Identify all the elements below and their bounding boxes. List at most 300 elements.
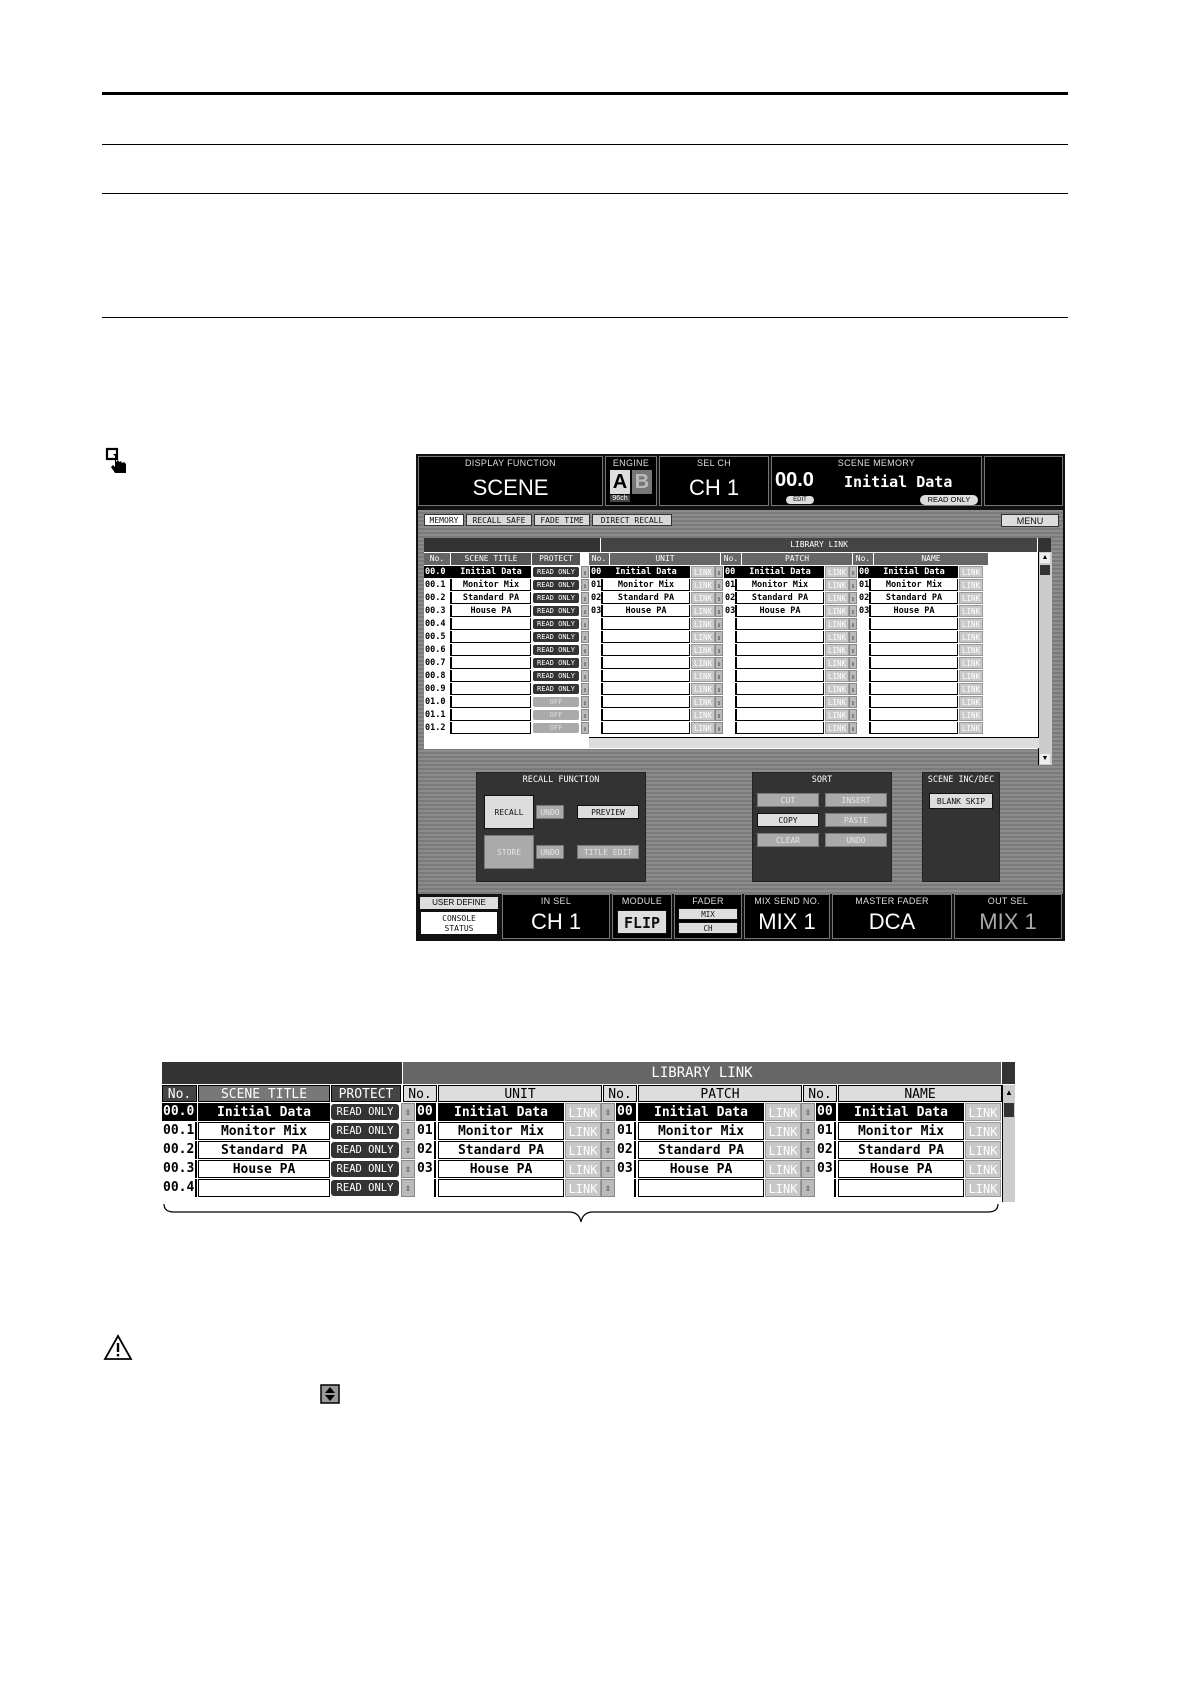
patch-link-button[interactable]: LINK — [825, 592, 849, 604]
unit-spin-button[interactable]: ⇕ — [581, 579, 589, 591]
patch-name-cell[interactable]: Monitor Mix — [736, 579, 824, 591]
clear-button[interactable]: CLEAR — [757, 833, 819, 847]
module-box — [612, 894, 672, 939]
preview-button[interactable]: PREVIEW — [577, 805, 639, 819]
zoom-patch-name-cell[interactable]: Monitor Mix — [638, 1122, 764, 1140]
table-row[interactable] — [424, 644, 1038, 656]
zoom-name-number-cell — [816, 1179, 836, 1197]
zoom-table-row[interactable] — [162, 1141, 1002, 1159]
zoom-patch-name-cell[interactable]: House PA — [638, 1160, 764, 1178]
patch-name-cell[interactable] — [736, 722, 824, 734]
zoomed-scene-table — [162, 1062, 1015, 1202]
name-spin-button[interactable]: ⇕ — [849, 644, 857, 656]
copy-button[interactable]: COPY — [757, 813, 819, 827]
zoom-left-header — [162, 1062, 402, 1084]
zoom-name-spin-button[interactable]: ⇕ — [801, 1103, 815, 1121]
zoom-unit-link-button[interactable]: LINK — [565, 1160, 601, 1178]
unit-spin-button[interactable]: ⇕ — [581, 722, 589, 734]
title-edit-button[interactable]: TITLE EDIT — [577, 845, 639, 859]
sort-undo-button[interactable]: UNDO — [825, 833, 887, 847]
engine-a-button[interactable]: A — [610, 470, 630, 494]
zoom-name-spin-button[interactable]: ⇕ — [801, 1141, 815, 1159]
zoom-unit-spin-button[interactable]: ⇕ — [401, 1103, 415, 1121]
name-name-cell[interactable]: Standard PA — [870, 592, 958, 604]
zoom-name-spin-button[interactable]: ⇕ — [801, 1160, 815, 1178]
zoom-patch-spin-button[interactable]: ⇕ — [601, 1160, 615, 1178]
patch-link-button[interactable]: LINK — [825, 709, 849, 721]
zoom-patch-spin-button[interactable]: ⇕ — [601, 1122, 615, 1140]
name-spin-button[interactable]: ⇕ — [849, 631, 857, 643]
table-row[interactable] — [424, 566, 1038, 578]
store-button[interactable]: STORE — [484, 835, 534, 869]
zoom-protect-toggle[interactable]: READ ONLY — [331, 1161, 399, 1177]
recall-undo-button[interactable]: UNDO — [536, 805, 564, 819]
unit-number-cell: 01 — [591, 580, 602, 590]
table-row[interactable] — [424, 657, 1038, 669]
zoom-table-row[interactable] — [162, 1160, 1002, 1178]
patch-name-cell[interactable] — [736, 696, 824, 708]
unit-spin-button[interactable]: ⇕ — [581, 631, 589, 643]
scene-title-cell[interactable] — [451, 709, 531, 721]
zoom-name-link-button[interactable]: LINK — [965, 1122, 1001, 1140]
name-name-cell[interactable] — [870, 696, 958, 708]
name-link-button[interactable]: LINK — [959, 592, 983, 604]
header-no: No. — [424, 553, 450, 565]
unit-number-cell: 00 — [591, 567, 602, 577]
zoom-patch-name-cell[interactable]: Standard PA — [638, 1141, 764, 1159]
protect-toggle[interactable]: READ ONLY — [533, 645, 579, 655]
zoom-unit-link-button[interactable]: LINK — [565, 1141, 601, 1159]
name-name-cell[interactable]: Monitor Mix — [870, 579, 958, 591]
fader-mix-button[interactable]: MIX — [678, 908, 738, 920]
name-link-button[interactable]: LINK — [959, 605, 983, 617]
protect-toggle[interactable]: READ ONLY — [533, 580, 579, 590]
name-link-button[interactable]: LINK — [959, 644, 983, 656]
zoom-unit-name-cell[interactable]: Monitor Mix — [438, 1122, 564, 1140]
unit-name-cell[interactable] — [602, 657, 690, 669]
patch-spin-button[interactable]: ⇕ — [715, 670, 723, 682]
zoom-unit-name-cell[interactable]: Initial Data — [438, 1103, 564, 1121]
patch-number-cell — [724, 618, 736, 630]
name-name-cell[interactable] — [870, 631, 958, 643]
table-row[interactable] — [424, 631, 1038, 643]
name-spin-button[interactable]: ⇕ — [849, 657, 857, 669]
zoom-scrollbar[interactable] — [1002, 1085, 1015, 1202]
unit-spin-button[interactable]: ⇕ — [581, 618, 589, 630]
patch-link-button[interactable]: LINK — [825, 644, 849, 656]
zoom-name-link-button[interactable]: LINK — [965, 1141, 1001, 1159]
scene-title-cell[interactable]: Standard PA — [451, 592, 531, 604]
unit-number-cell — [590, 709, 602, 721]
name-number-cell — [858, 670, 870, 682]
patch-name-cell[interactable] — [736, 631, 824, 643]
patch-spin-button[interactable]: ⇕ — [715, 566, 723, 578]
display-function-value: SCENE — [472, 475, 549, 500]
zoom-table-row[interactable] — [162, 1122, 1002, 1140]
patch-name-cell[interactable] — [736, 670, 824, 682]
protect-toggle[interactable]: READ ONLY — [533, 671, 579, 681]
zoom-protect-toggle[interactable]: READ ONLY — [331, 1104, 399, 1120]
zoom-patch-name-cell[interactable] — [638, 1179, 764, 1197]
name-spin-button[interactable]: ⇕ — [849, 722, 857, 734]
patch-spin-button[interactable]: ⇕ — [715, 683, 723, 695]
zoom-name-name-cell[interactable] — [838, 1179, 964, 1197]
name-link-button[interactable]: LINK — [959, 696, 983, 708]
unit-name-cell[interactable]: Initial Data — [602, 566, 690, 578]
patch-number-cell — [724, 644, 736, 656]
protect-toggle[interactable]: OFF — [533, 723, 579, 733]
flip-button[interactable]: FLIP — [617, 910, 667, 934]
protect-toggle[interactable]: OFF — [533, 697, 579, 707]
unit-link-button[interactable]: LINK — [691, 644, 715, 656]
zoom-scroll-thumb[interactable] — [1004, 1103, 1014, 1117]
zoom-patch-spin-button[interactable]: ⇕ — [601, 1103, 615, 1121]
patch-name-cell[interactable] — [736, 657, 824, 669]
scene-title-cell[interactable]: House PA — [451, 605, 531, 617]
unit-name-cell[interactable] — [602, 644, 690, 656]
tab-fade-time[interactable]: FADE TIME — [534, 514, 590, 526]
patch-spin-button[interactable]: ⇕ — [715, 631, 723, 643]
horizontal-scrollbar[interactable] — [589, 737, 1039, 748]
zoom-scene-number-cell: 00.2 — [162, 1141, 197, 1159]
zoom-patch-link-button[interactable]: LINK — [765, 1103, 801, 1121]
tab-direct-recall[interactable]: DIRECT RECALL — [592, 514, 672, 526]
patch-link-button[interactable]: LINK — [825, 722, 849, 734]
scene-memory-screen — [416, 454, 1065, 941]
scene-title-cell[interactable] — [451, 722, 531, 734]
unit-name-cell[interactable]: Standard PA — [602, 592, 690, 604]
table-row[interactable] — [424, 683, 1038, 695]
table-row[interactable] — [424, 618, 1038, 630]
protect-toggle[interactable]: READ ONLY — [533, 684, 579, 694]
name-spin-button[interactable]: ⇕ — [849, 618, 857, 630]
patch-number-cell: 00 — [725, 567, 736, 577]
unit-number-cell: 02 — [591, 593, 602, 603]
name-spin-button[interactable]: ⇕ — [849, 605, 857, 617]
scene-number-cell: 00.1 — [424, 579, 451, 591]
table-row[interactable] — [424, 696, 1038, 708]
zoom-scene-title-cell[interactable]: Initial Data — [198, 1103, 330, 1121]
zoom-unit-number-cell: 02 — [416, 1141, 436, 1159]
name-spin-button[interactable]: ⇕ — [849, 709, 857, 721]
zoom-patch-link-button[interactable]: LINK — [765, 1179, 801, 1197]
zoom-header-name: NAME — [838, 1085, 1002, 1102]
zoom-patch-link-button[interactable]: LINK — [765, 1122, 801, 1140]
table-row[interactable] — [424, 670, 1038, 682]
zoom-patch-link-button[interactable]: LINK — [765, 1141, 801, 1159]
zoom-unit-name-cell[interactable]: House PA — [438, 1160, 564, 1178]
name-name-cell[interactable] — [870, 657, 958, 669]
patch-number-cell — [724, 631, 736, 643]
patch-number-cell: 01 — [725, 580, 736, 590]
zoom-unit-spin-button[interactable]: ⇕ — [401, 1160, 415, 1178]
table-row[interactable] — [424, 579, 1038, 591]
tab-memory[interactable]: MEMORY — [424, 514, 464, 526]
patch-name-cell[interactable] — [736, 683, 824, 695]
name-link-button[interactable]: LINK — [959, 683, 983, 695]
zoom-name-number-cell: 00 — [816, 1103, 836, 1121]
name-link-button[interactable]: LINK — [959, 618, 983, 630]
scene-edit-badge: EDIT — [786, 496, 814, 504]
zoom-scene-title-cell[interactable]: Standard PA — [198, 1141, 330, 1159]
scene-title-cell[interactable] — [451, 683, 531, 695]
unit-link-button[interactable]: LINK — [691, 631, 715, 643]
scroll-up-arrow-icon[interactable]: ▲ — [1041, 554, 1049, 561]
name-spin-button[interactable]: ⇕ — [849, 592, 857, 604]
name-link-button[interactable]: LINK — [959, 579, 983, 591]
zoom-patch-number-cell: 03 — [616, 1160, 636, 1178]
protect-toggle[interactable]: OFF — [533, 710, 579, 720]
unit-name-cell[interactable] — [602, 683, 690, 695]
zoom-unit-number-cell: 01 — [416, 1122, 436, 1140]
name-spin-button[interactable]: ⇕ — [849, 579, 857, 591]
unit-spin-button[interactable]: ⇕ — [581, 657, 589, 669]
menu-button[interactable]: MENU — [1001, 514, 1059, 527]
zoom-unit-link-button[interactable]: LINK — [565, 1103, 601, 1121]
scene-title-cell[interactable] — [451, 618, 531, 630]
unit-spin-button[interactable]: ⇕ — [581, 605, 589, 617]
scene-title-cell[interactable] — [451, 644, 531, 656]
zoom-name-link-button[interactable]: LINK — [965, 1160, 1001, 1178]
scene-title-cell[interactable] — [451, 670, 531, 682]
zoom-protect-toggle[interactable]: READ ONLY — [331, 1180, 399, 1196]
zoom-name-name-cell[interactable]: Monitor Mix — [838, 1122, 964, 1140]
zoom-name-spin-button[interactable]: ⇕ — [801, 1122, 815, 1140]
zoom-patch-name-cell[interactable]: Initial Data — [638, 1103, 764, 1121]
zoom-patch-number-cell: 01 — [616, 1122, 636, 1140]
patch-name-cell[interactable]: House PA — [736, 605, 824, 617]
table-row[interactable] — [424, 709, 1038, 721]
unit-name-cell[interactable] — [602, 631, 690, 643]
table-row[interactable] — [424, 605, 1038, 617]
unit-link-button[interactable]: LINK — [691, 657, 715, 669]
unit-link-button[interactable]: LINK — [691, 579, 715, 591]
unit-name-cell[interactable]: House PA — [602, 605, 690, 617]
sel-ch-box — [659, 456, 769, 506]
patch-spin-button[interactable]: ⇕ — [715, 696, 723, 708]
zoom-name-name-cell[interactable]: Standard PA — [838, 1141, 964, 1159]
unit-link-button[interactable]: LINK — [691, 618, 715, 630]
zoom-name-name-cell[interactable]: Initial Data — [838, 1103, 964, 1121]
unit-name-cell[interactable] — [602, 618, 690, 630]
zoom-patch-spin-button[interactable]: ⇕ — [601, 1141, 615, 1159]
cut-button[interactable]: CUT — [757, 793, 819, 807]
protect-toggle[interactable]: READ ONLY — [533, 658, 579, 668]
blank-skip-button[interactable]: BLANK SKIP — [929, 793, 993, 809]
sel-ch-label: SEL CH — [697, 458, 731, 468]
rule-2 — [102, 144, 1068, 145]
zoom-unit-name-cell[interactable] — [438, 1179, 564, 1197]
name-number-cell — [858, 644, 870, 656]
scroll-thumb[interactable] — [1040, 565, 1050, 575]
unit-spin-button[interactable]: ⇕ — [581, 670, 589, 682]
patch-link-button[interactable]: LINK — [825, 631, 849, 643]
warning-icon — [103, 1334, 133, 1362]
patch-spin-button[interactable]: ⇕ — [715, 592, 723, 604]
name-link-button[interactable]: LINK — [959, 722, 983, 734]
unit-link-button[interactable]: LINK — [691, 683, 715, 695]
name-name-cell[interactable] — [870, 683, 958, 695]
unit-spin-button[interactable]: ⇕ — [581, 683, 589, 695]
unit-link-button[interactable]: LINK — [691, 709, 715, 721]
insert-button[interactable]: INSERT — [825, 793, 887, 807]
zoom-table-row[interactable] — [162, 1103, 1002, 1121]
zoom-table-row[interactable] — [162, 1179, 1002, 1197]
patch-name-cell[interactable] — [736, 709, 824, 721]
console-status-button[interactable]: CONSOLE STATUS — [420, 911, 498, 935]
zoom-name-link-button[interactable]: LINK — [965, 1179, 1001, 1197]
patch-name-cell[interactable]: Standard PA — [736, 592, 824, 604]
patch-link-button[interactable]: LINK — [825, 657, 849, 669]
zoom-protect-toggle[interactable]: READ ONLY — [331, 1142, 399, 1158]
patch-link-button[interactable]: LINK — [825, 683, 849, 695]
table-row[interactable] — [424, 592, 1038, 604]
engine-b-button[interactable]: B — [632, 470, 652, 494]
protect-toggle[interactable]: READ ONLY — [533, 593, 579, 603]
fader-ch-button[interactable]: CH — [678, 922, 738, 934]
unit-name-cell[interactable] — [602, 722, 690, 734]
name-spin-button[interactable]: ⇕ — [849, 566, 857, 578]
patch-link-button[interactable]: LINK — [825, 566, 849, 578]
zoom-name-spin-button[interactable]: ⇕ — [801, 1179, 815, 1197]
unit-name-cell[interactable] — [602, 670, 690, 682]
mix-send-box — [744, 894, 830, 939]
unit-spin-button[interactable]: ⇕ — [581, 709, 589, 721]
patch-name-cell[interactable]: Initial Data — [736, 566, 824, 578]
protect-toggle[interactable]: READ ONLY — [533, 606, 579, 616]
name-name-cell[interactable]: Initial Data — [870, 566, 958, 578]
tab-recall-safe[interactable]: RECALL SAFE — [466, 514, 532, 526]
unit-link-button[interactable]: LINK — [691, 696, 715, 708]
scene-title-cell[interactable] — [451, 631, 531, 643]
patch-number-cell — [724, 696, 736, 708]
unit-link-button[interactable]: LINK — [691, 605, 715, 617]
table-scrollbar[interactable] — [1038, 552, 1052, 765]
name-name-cell[interactable]: House PA — [870, 605, 958, 617]
scroll-down-arrow-icon[interactable]: ▼ — [1041, 755, 1049, 762]
zoom-unit-name-cell[interactable]: Standard PA — [438, 1141, 564, 1159]
patch-link-button[interactable]: LINK — [825, 579, 849, 591]
zoom-header-protect: PROTECT — [331, 1085, 401, 1102]
unit-link-button[interactable]: LINK — [691, 722, 715, 734]
zoom-scene-number-cell: 00.0 — [162, 1103, 197, 1121]
fader-box — [674, 894, 742, 939]
zoom-scene-title-cell[interactable]: Monitor Mix — [198, 1122, 330, 1140]
mix-send-value: MIX 1 — [758, 909, 816, 934]
patch-name-cell[interactable] — [736, 644, 824, 656]
scene-number-cell: 00.4 — [424, 618, 451, 630]
zoom-scene-number-cell: 00.1 — [162, 1122, 197, 1140]
zoom-unit-spin-button[interactable]: ⇕ — [401, 1122, 415, 1140]
zoom-scene-title-cell[interactable] — [198, 1179, 330, 1197]
patch-link-button[interactable]: LINK — [825, 605, 849, 617]
name-spin-button[interactable]: ⇕ — [849, 670, 857, 682]
paste-button[interactable]: PASTE — [825, 813, 887, 827]
zoom-unit-link-button[interactable]: LINK — [565, 1122, 601, 1140]
protect-toggle[interactable]: READ ONLY — [533, 632, 579, 642]
protect-toggle[interactable]: READ ONLY — [533, 619, 579, 629]
scene-number-cell: 00.9 — [424, 683, 451, 695]
header-name-no: No. — [853, 553, 873, 565]
patch-link-button[interactable]: LINK — [825, 618, 849, 630]
scene-title-cell[interactable] — [451, 657, 531, 669]
name-spin-button[interactable]: ⇕ — [849, 696, 857, 708]
scene-title-cell[interactable]: Monitor Mix — [451, 579, 531, 591]
name-name-cell[interactable] — [870, 709, 958, 721]
patch-spin-button[interactable]: ⇕ — [715, 644, 723, 656]
name-link-button[interactable]: LINK — [959, 566, 983, 578]
rule-3 — [102, 193, 1068, 194]
unit-link-button[interactable]: LINK — [691, 670, 715, 682]
patch-spin-button[interactable]: ⇕ — [715, 722, 723, 734]
unit-spin-button[interactable]: ⇕ — [581, 696, 589, 708]
scene-title-cell[interactable]: Initial Data — [451, 566, 531, 578]
scene-number-cell: 00.5 — [424, 631, 451, 643]
name-link-button[interactable]: LINK — [959, 670, 983, 682]
in-sel-box — [502, 894, 610, 939]
patch-spin-button[interactable]: ⇕ — [715, 579, 723, 591]
name-name-cell[interactable] — [870, 722, 958, 734]
zoom-patch-spin-button[interactable]: ⇕ — [601, 1179, 615, 1197]
master-fader-label: MASTER FADER — [855, 896, 929, 906]
scene-title-cell[interactable] — [451, 696, 531, 708]
store-undo-button[interactable]: UNDO — [536, 845, 564, 859]
name-link-button[interactable]: LINK — [959, 657, 983, 669]
patch-spin-button[interactable]: ⇕ — [715, 657, 723, 669]
unit-spin-button[interactable]: ⇕ — [581, 566, 589, 578]
unit-spin-button[interactable]: ⇕ — [581, 644, 589, 656]
memory-page-body — [418, 510, 1063, 894]
zoom-name-name-cell[interactable]: House PA — [838, 1160, 964, 1178]
zoom-scene-title-cell[interactable]: House PA — [198, 1160, 330, 1178]
table-row[interactable] — [424, 722, 1038, 734]
zoom-unit-spin-button[interactable]: ⇕ — [401, 1179, 415, 1197]
out-sel-box — [954, 894, 1062, 939]
patch-name-cell[interactable] — [736, 618, 824, 630]
patch-spin-button[interactable]: ⇕ — [715, 618, 723, 630]
unit-number-cell: 03 — [591, 606, 602, 616]
recall-button[interactable]: RECALL — [484, 795, 534, 829]
name-name-cell[interactable] — [870, 670, 958, 682]
unit-name-cell[interactable]: Monitor Mix — [602, 579, 690, 591]
unit-name-cell[interactable] — [602, 696, 690, 708]
name-spin-button[interactable]: ⇕ — [849, 683, 857, 695]
zoom-name-link-button[interactable]: LINK — [965, 1103, 1001, 1121]
unit-name-cell[interactable] — [602, 709, 690, 721]
patch-spin-button[interactable]: ⇕ — [715, 605, 723, 617]
name-name-cell[interactable] — [870, 618, 958, 630]
zoom-scroll-up-arrow-icon[interactable]: ▲ — [1005, 1088, 1013, 1097]
header-unit-no: No. — [589, 553, 609, 565]
unit-link-button[interactable]: LINK — [691, 566, 715, 578]
patch-link-button[interactable]: LINK — [825, 696, 849, 708]
zoom-unit-spin-button[interactable]: ⇕ — [401, 1141, 415, 1159]
name-name-cell[interactable] — [870, 644, 958, 656]
unit-number-cell — [590, 670, 602, 682]
zoom-protect-toggle[interactable]: READ ONLY — [331, 1123, 399, 1139]
unit-spin-button[interactable]: ⇕ — [581, 592, 589, 604]
protect-toggle[interactable]: READ ONLY — [533, 567, 579, 577]
patch-link-button[interactable]: LINK — [825, 670, 849, 682]
patch-number-cell — [724, 670, 736, 682]
name-link-button[interactable]: LINK — [959, 631, 983, 643]
display-function-box — [418, 456, 603, 506]
unit-link-button[interactable]: LINK — [691, 592, 715, 604]
patch-spin-button[interactable]: ⇕ — [715, 709, 723, 721]
name-link-button[interactable]: LINK — [959, 709, 983, 721]
zoom-unit-link-button[interactable]: LINK — [565, 1179, 601, 1197]
zoom-patch-link-button[interactable]: LINK — [765, 1160, 801, 1178]
